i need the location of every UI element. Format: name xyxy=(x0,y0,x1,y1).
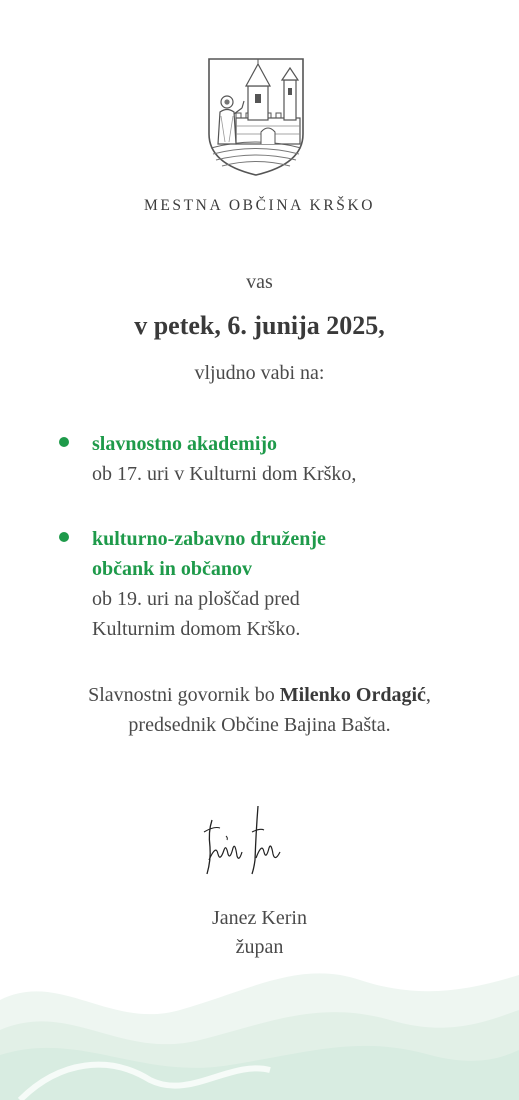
speaker-note xyxy=(0,680,519,740)
organization-name: MESTNA OBČINA KRŠKO xyxy=(143,197,376,214)
event-title-line: kulturno-zabavno druženje xyxy=(92,528,326,550)
event-description-line: ob 19. uri na ploščad pred xyxy=(92,588,300,610)
event-date: v petek, 6. junija 2025, xyxy=(134,311,385,340)
bullet-icon xyxy=(59,532,69,542)
speaker-prefix: Slavnostni govornik bo xyxy=(88,684,280,706)
event-description-line: Kulturnim domom Krško. xyxy=(92,618,301,640)
decorative-waves xyxy=(0,960,519,1100)
intro-text: vas xyxy=(246,271,273,293)
event-title-line: občank in občanov xyxy=(92,558,253,580)
bullet-icon xyxy=(59,437,69,447)
invite-text: vljudno vabi na: xyxy=(194,362,325,384)
event-item xyxy=(59,524,499,644)
signer-role: župan xyxy=(235,936,284,958)
event-description: ob 17. uri v Kulturni dom Krško, xyxy=(92,463,357,485)
speaker-suffix: , xyxy=(425,684,431,706)
signer-name: Janez Kerin xyxy=(212,907,307,929)
event-item xyxy=(59,429,499,489)
coat-of-arms-icon xyxy=(206,56,306,178)
event-title: slavnostno akademijo xyxy=(92,433,278,455)
signature-icon xyxy=(198,802,290,882)
speaker-title: predsednik Občine Bajina Bašta. xyxy=(128,714,391,736)
speaker-name: Milenko Ordagić xyxy=(279,684,426,706)
